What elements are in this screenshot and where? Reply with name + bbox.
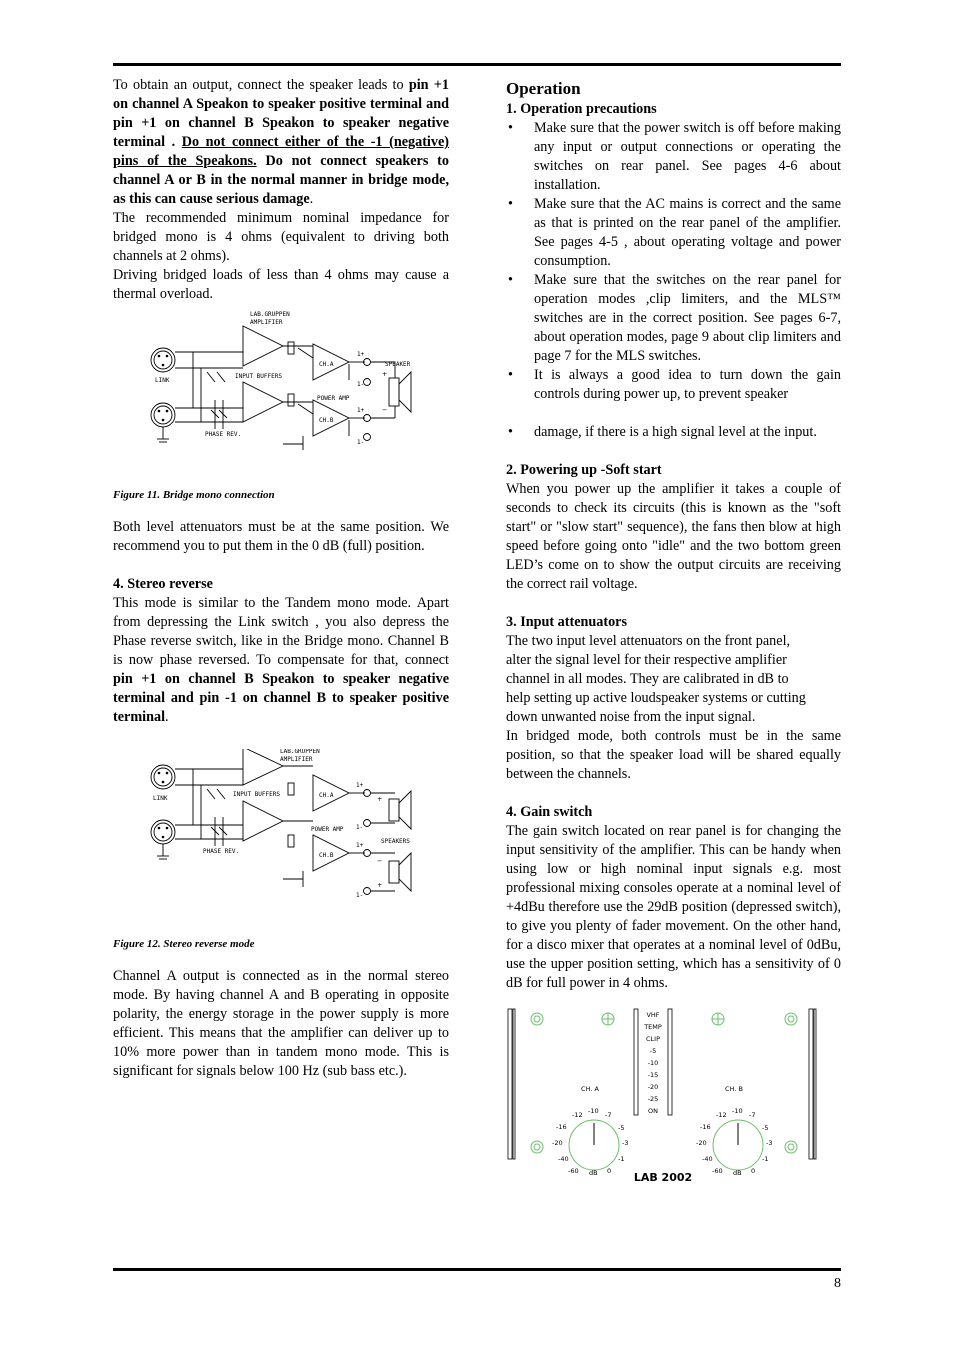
precautions-heading: 1. Operation precautions: [506, 101, 657, 117]
right-column: [506, 76, 841, 1187]
page-number: 8: [834, 1276, 841, 1291]
lab-line2: AMPLIFIER: [250, 319, 283, 326]
fig12-lab-line1: LAB.GRUPPEN: [280, 749, 320, 755]
svg-text:-12: -12: [572, 1111, 583, 1119]
fig12-lab-line2: AMPLIFIER: [280, 756, 313, 763]
stereo-reverse-paragraph: This mode is similar to the Tandem mono mode. Apart from depressing the Link switch , you also depress the Phase reverse switch, like in the Bridge mono. Channel B is now phase reversed. To compensate for that, connect pin +1 on channel B Speakon to speaker negative terminal and pin -1 on channel B to speaker positive terminal.: [113, 595, 449, 725]
channel-b-label: CH. B: [725, 1085, 743, 1093]
channel-a-label: CH. A: [581, 1085, 599, 1093]
operation-title: Operation: [506, 79, 581, 98]
fig12-input-buffers: INPUT BUFFERS: [233, 791, 280, 798]
figure-11-caption: Figure 11. Bridge mono connection: [113, 489, 275, 501]
phase-rev-label: PHASE REV.: [205, 431, 242, 438]
front-panel-svg: [506, 1007, 841, 1187]
fig12-chb: CH.B: [319, 852, 334, 859]
svg-text:-60: -60: [712, 1167, 723, 1175]
pin-1minus-b: 1-: [357, 439, 365, 446]
overload-paragraph: Driving bridged loads of less than 4 ohms may cause a thermal overload.: [113, 267, 449, 302]
stereo-reverse-heading: 4. Stereo reverse: [113, 576, 213, 592]
svg-text:-12: -12: [716, 1111, 727, 1119]
svg-text:-16: -16: [700, 1123, 711, 1131]
led-vhf: VHF: [646, 1011, 660, 1019]
svg-text:-1: -1: [618, 1155, 625, 1163]
stereo-reverse-schematic: [113, 749, 449, 923]
svg-text:-3: -3: [766, 1139, 773, 1147]
pin-1minus-a: 1-: [357, 381, 365, 388]
channel-a-paragraph: Channel A output is connected as in the normal stereo mode. By having channel A and B operating in opposite polarity, the energy storage in the power supply is more efficient. This means that the amplifier can deliver up to 10% more power than in tandem mono mode. This is significant for signals below 100 Hz (sub bass etc.).: [113, 968, 449, 1079]
svg-text:-10: -10: [588, 1107, 599, 1115]
attenuators-paragraph-1: The two input level attenuators on the front panel, alter the signal level for their respective amplifier channel in all modes. They are calibrated in dB to help setting up active loudspeaker systems or cutting down unwanted noise from the input signal.: [506, 633, 806, 725]
svg-text:0: 0: [751, 1167, 756, 1175]
left-column: [113, 76, 449, 1081]
led-clip: CLIP: [646, 1035, 660, 1043]
svg-text:dB: dB: [589, 1169, 598, 1177]
front-panel-illustration: [506, 1007, 841, 1187]
fig12-power-amp: POWER AMP: [311, 826, 344, 833]
fig12-pin-a-minus: 1-: [356, 824, 364, 831]
list-item: • It is always a good idea to turn down the gain controls during power up, to prevent speaker: [506, 366, 841, 404]
fig12-pin-b-minus: 1-: [356, 892, 364, 899]
top-rule: [113, 63, 841, 66]
speaker-plus: +: [382, 370, 388, 378]
svg-text:-20: -20: [552, 1139, 563, 1147]
fig12-speakers: SPEAKERS: [381, 838, 410, 845]
svg-text:dB: dB: [733, 1169, 742, 1177]
led-minus20: -20: [647, 1083, 659, 1091]
list-item: • Make sure that the power switch is off before making any input or output connections or operating the switches on rear panel. See pages 4-6 about installation.: [506, 119, 841, 195]
svg-text:-7: -7: [605, 1111, 612, 1119]
svg-text:-20: -20: [696, 1139, 707, 1147]
figure-12-diagram: [113, 749, 449, 923]
svg-text:-1: -1: [762, 1155, 769, 1163]
input-buffers-label: INPUT BUFFERS: [235, 373, 282, 380]
chb-label: CH.B: [319, 417, 334, 424]
fig12-pin-b-plus: 1+: [356, 842, 364, 849]
lab2002-logo: LAB 2002: [633, 1171, 693, 1184]
fig12-cha: CH.A: [319, 792, 334, 799]
bottom-rule: [113, 1268, 841, 1271]
fig12-spk2-plus: +: [377, 881, 383, 889]
figure-12-caption: Figure 12. Stereo reverse mode: [113, 938, 255, 950]
svg-text:-40: -40: [558, 1155, 569, 1163]
list-item: • Make sure that the switches on the rear panel for operation modes ,clip limiters, and the MLS™ switches are in the correct position. See pages 6-7, about operation modes, page 9 about clip limiters and page 7 for the MLS switches.: [506, 271, 841, 366]
intro-paragraph: To obtain an output, connect the speaker leads to pin +1 on channel A Speakon to speaker positive terminal and pin +1 on channel B Speakon to speaker negative terminal . Do not connect either of the -1 (negative) pins of the Speakons. Do not connect speakers to channel A or B in the normal manner in bridge mode, as this can cause serious damage.: [113, 77, 449, 207]
list-item: • Make sure that the AC mains is correct and the same as that is printed on the rear panel of the amplifier. See pages 4-5 , about operating voltage and power consumption.: [506, 195, 841, 271]
led-minus5: -5: [649, 1047, 657, 1055]
pin-1plus-a: 1+: [357, 351, 365, 358]
speaker-minus: −: [382, 406, 388, 414]
pin-1plus-b: 1+: [357, 407, 365, 414]
list-item: • damage, if there is a high signal level at the input.: [506, 423, 841, 442]
power-amp-label: POWER AMP: [317, 395, 350, 402]
attenuators-paragraph-2: In bridged mode, both controls must be in the same position, so that the speaker load will be shared equally between the channels.: [506, 728, 841, 782]
fig12-spk1-minus: −: [377, 819, 383, 827]
svg-text:-7: -7: [749, 1111, 756, 1119]
svg-text:-60: -60: [568, 1167, 579, 1175]
attenuators-heading: 3. Input attenuators: [506, 614, 628, 630]
svg-text:-16: -16: [556, 1123, 567, 1131]
led-on: ON: [648, 1107, 658, 1115]
led-minus25: -25: [647, 1095, 659, 1103]
soft-start-paragraph: When you power up the amplifier it takes a couple of seconds to check its circuits (this is known as the "soft start" or "slow start" sequence), the fans then blow at high speed before going onto "idle" and the two bottom green LED’s come on to show the output circuits are receiving the correct rail voltage.: [506, 481, 841, 592]
svg-text:-40: -40: [702, 1155, 713, 1163]
svg-text:0: 0: [607, 1167, 612, 1175]
link-label: LINK: [155, 377, 170, 384]
precautions-list: [506, 119, 841, 442]
soft-start-heading: 2. Powering up -Soft start: [506, 462, 662, 478]
fig12-link: LINK: [153, 795, 168, 802]
led-minus10: -10: [647, 1059, 659, 1067]
fig12-phase-rev: PHASE REV.: [203, 848, 240, 855]
led-temp: TEMP: [644, 1023, 662, 1031]
svg-text:-5: -5: [618, 1124, 625, 1132]
figure-11-diagram: [113, 304, 449, 474]
fig12-pin-a-plus: 1+: [356, 782, 364, 789]
speaker-label: SPEAKER: [385, 361, 411, 368]
lab-line1: LAB.GRUPPEN: [250, 311, 290, 318]
fig12-spk1-plus: +: [377, 795, 383, 803]
gain-switch-heading: 4. Gain switch: [506, 804, 593, 820]
svg-text:-3: -3: [622, 1139, 629, 1147]
svg-text:-5: -5: [762, 1124, 769, 1132]
impedance-paragraph: The recommended minimum nominal impedance for bridged mono is 4 ohms (equivalent to driving both channels at 2 ohms).: [113, 210, 449, 264]
attenuators-paragraph: Both level attenuators must be at the same position. We recommend you to put them in the 0 dB (full) position.: [113, 519, 449, 554]
gain-switch-paragraph: The gain switch located on rear panel is for changing the input sensitivity of the amplifier. This can be handy when using low or high nominal input signals e.g. most professional mixing consoles operate at a nominal level of +4dBu therefore use the 29dB position (depressed switch), to give you plenty of fader movement. On the other hand, for a disco mixer that operates at a nominal level of 0dBu, use the upper position setting, which has a sensitivity of 0 dB for full power in 4 ohms.: [506, 823, 841, 991]
led-minus15: -15: [647, 1071, 659, 1079]
cha-label: CH.A: [319, 361, 334, 368]
bridge-mono-schematic: [113, 304, 449, 474]
fig12-spk2-minus: −: [377, 857, 383, 865]
svg-text:-10: -10: [732, 1107, 743, 1115]
